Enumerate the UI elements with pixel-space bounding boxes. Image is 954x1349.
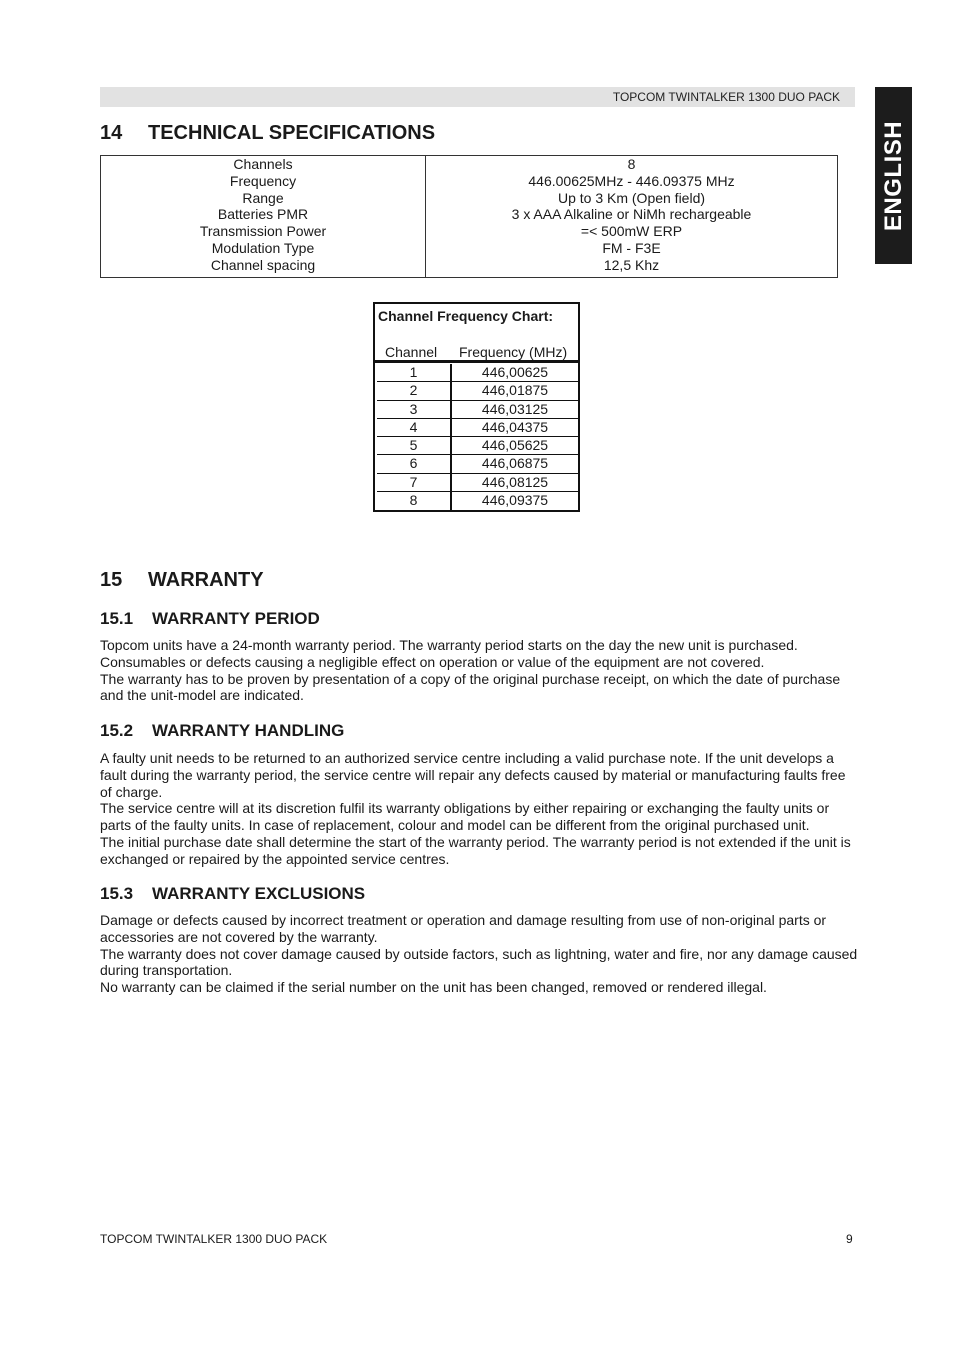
spec-label: Modulation Type: [211, 239, 315, 256]
spec-label: Transmission Power: [199, 223, 327, 240]
channel-cell: 7: [377, 474, 452, 491]
frequency-cell: 446,06875: [481, 455, 549, 472]
paragraph: The warranty does not cover damage caused by outside factors, such as lightning, water and fire, nor any damage caused during transportation.: [100, 945, 858, 979]
spec-value: 8: [627, 156, 636, 172]
section-number: 14: [100, 122, 123, 144]
warranty-handling-text: [100, 750, 860, 868]
subsection-title: WARRANTY EXCLUSIONS: [152, 884, 366, 903]
warranty-exclusions-text: [100, 912, 860, 996]
spec-label: Range: [242, 189, 284, 206]
subsection-15-3-heading: [100, 884, 365, 904]
spec-value: =< 500mW ERP: [580, 223, 683, 240]
subsection-title: WARRANTY HANDLING: [152, 721, 345, 740]
spec-value: 446.00625MHz - 446.09375 MHz: [528, 172, 735, 189]
table-row: [377, 364, 578, 382]
warranty-period-text: [100, 637, 860, 704]
frequency-cell: 446,08125: [481, 473, 549, 490]
spec-label: Channel spacing: [210, 256, 316, 273]
section-number: 15: [100, 569, 123, 591]
table-row: [377, 382, 578, 400]
table-row: [377, 401, 578, 419]
paragraph: The initial purchase date shall determine the start of the warranty period. The warranty period is not extended if the unit is exchanged or repaired by the appointed service centres.: [100, 833, 851, 867]
frequency-cell: 446,09375: [481, 492, 549, 509]
subsection-number: 15.3: [100, 884, 134, 903]
section-14-heading: [100, 122, 435, 145]
spec-values-column: [426, 156, 837, 277]
table-row: [377, 419, 578, 437]
subsection-title: WARRANTY PERIOD: [152, 609, 320, 628]
channel-cell: 3: [377, 401, 452, 418]
header-divider: [375, 360, 578, 363]
frequency-cell: 446,05625: [481, 437, 549, 454]
channel-cell: 2: [377, 382, 452, 399]
spec-label: Channels: [233, 156, 293, 172]
frequency-cell: 446,01875: [481, 382, 549, 399]
table-row: [377, 474, 578, 492]
chart-title: Channel Frequency Chart:: [378, 308, 554, 324]
subsection-number: 15.1: [100, 609, 134, 628]
spec-value: 12,5 Khz: [603, 256, 660, 273]
paragraph: Topcom units have a 24-month warranty period. The warranty period starts on the day the new unit is purchased. Consumables or defects causing a negligible effect on operation or value of the equipment are not covered.: [100, 637, 798, 670]
table-row: [377, 455, 578, 473]
subsection-15-2-heading: [100, 721, 344, 741]
table-row: [377, 492, 578, 510]
channel-cell: 8: [377, 492, 452, 510]
channel-frequency-chart: [373, 302, 580, 512]
section-15-heading: [100, 569, 264, 592]
paragraph: No warranty can be claimed if the serial number on the unit has been changed, removed or rendered illegal.: [100, 979, 767, 996]
frequency-column-header: Frequency (MHz): [459, 344, 568, 360]
spec-label: Batteries PMR: [217, 206, 309, 223]
frequency-cell: 446,03125: [481, 400, 549, 417]
spec-labels-column: [101, 156, 426, 277]
paragraph: The service centre will at its discretion fulfil its warranty obligations by either repairing or exchanging the faulty units or parts of the faulty units. In case of replacement, colour and model can be different from the original purchased unit.: [100, 800, 830, 834]
subsection-number: 15.2: [100, 721, 134, 740]
frequency-cell: 446,04375: [481, 418, 549, 435]
spec-label: Frequency: [229, 172, 297, 189]
section-title: TECHNICAL SPECIFICATIONS: [148, 122, 436, 144]
page-number: 9: [846, 1232, 853, 1246]
paragraph: The warranty has to be proven by presentation of a copy of the original purchase receipt, on which the date of purchase and the unit-model are indicated.: [100, 670, 841, 704]
channel-cell: 5: [377, 437, 452, 454]
channel-cell: 1: [377, 364, 452, 381]
table-row: [377, 437, 578, 455]
paragraph: Damage or defects caused by incorrect treatment or operation and damage resulting from use of non-original parts or accessories are not covered by the warranty.: [100, 912, 827, 945]
section-title: WARRANTY: [148, 569, 264, 591]
subsection-15-1-heading: [100, 609, 320, 629]
language-tab: [875, 87, 912, 264]
chart-rows: [377, 364, 578, 510]
header-bar: [100, 87, 855, 107]
footer-product-name: TOPCOM TWINTALKER 1300 DUO PACK: [100, 1232, 328, 1246]
spec-value: FM - F3E: [602, 239, 661, 256]
spec-value: 3 x AAA Alkaline or NiMh rechargeable: [511, 206, 752, 223]
frequency-cell: 446,00625: [481, 364, 549, 380]
channel-column-header: Channel: [385, 344, 438, 360]
channel-cell: 6: [377, 455, 452, 472]
header-product-name: TOPCOM TWINTALKER 1300 DUO PACK: [612, 90, 840, 104]
spec-table: [100, 155, 838, 278]
language-tab-label: ENGLISH: [879, 120, 907, 231]
chart-header-row: [375, 344, 578, 360]
channel-cell: 4: [377, 419, 452, 436]
paragraph: A faulty unit needs to be returned to an authorized service centre including a valid purchase note. If the unit develops a fault during the warranty period, the service centre will repair any defects caused by material or manufacturing faults free of charge.: [100, 750, 846, 800]
spec-value: Up to 3 Km (Open field): [557, 189, 706, 206]
